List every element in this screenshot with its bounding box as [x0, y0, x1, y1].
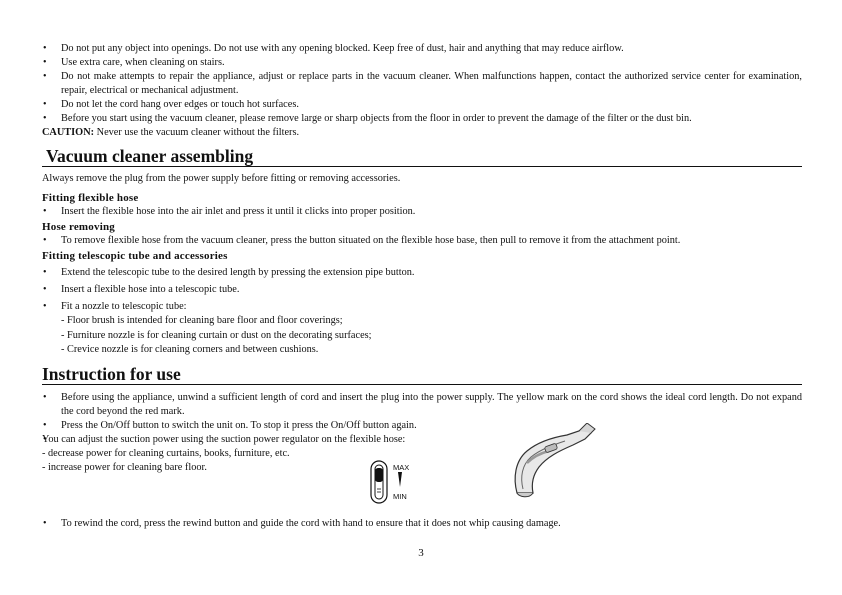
telescopic-list [42, 266, 802, 314]
list-item: • To remove flexible hose from the vacuum cleaner, press the button situated on the flexible hose base, then pull to remove it from the attachment point. [42, 234, 802, 248]
suction-regulator-diagram [369, 459, 429, 507]
list-item: • Insert a flexible hose into a telescopic tube. [42, 283, 802, 297]
suction-text [42, 433, 502, 475]
list-item: • Do not let the cord hang over edges or touch hot surfaces. [42, 98, 802, 112]
page-number: 3 [418, 547, 424, 559]
caution-note [42, 126, 802, 140]
list-item: • Do not make attempts to repair the appliance, adjust or replace parts in the vacuum cleaner. When malfunctions happen, contact the authorized service center for examination, repair, electrical or mechanical adjustment. [42, 70, 802, 98]
safety-bullet-list [42, 42, 802, 126]
list-item: • To rewind the cord, press the rewind button and guide the cord with hand to ensure that it does not whip causing damage. [42, 517, 802, 531]
list-item: • Do not put any object into openings. Do not use with any opening blocked. Keep free of dust, hair and anything that may reduce airflow. [42, 42, 802, 56]
list-item: • Extend the telescopic tube to the desired length by pressing the extension pipe button. [42, 266, 802, 280]
fitting-hose-list [42, 205, 802, 219]
manual-page [42, 42, 802, 531]
list-item: • Press the On/Off button to switch the unit on. To stop it press the On/Off button again. [42, 419, 802, 433]
regulator-max-label: MAX [393, 462, 410, 472]
subheading-telescopic: Fitting telescopic tube and accessories [42, 250, 228, 262]
list-item: • Insert the flexible hose into the air inlet and press it until it clicks into proper position. [42, 205, 802, 219]
list-item: • Before using the appliance, unwind a sufficient length of cord and insert the plug into the power supply. The yellow mark on the cord shows the ideal cord length. Do not expand the cord beyond the red mark. [42, 391, 802, 419]
caution-label: CAUTION: [42, 127, 95, 138]
hose-removing-list [42, 234, 802, 248]
list-item-suction [42, 433, 802, 517]
hose-handle-illustration [507, 423, 607, 501]
suction-instruction: • You can adjust the suction power using the suction power regulator on the flexible hose: [42, 433, 406, 445]
arrow-down-icon [398, 472, 402, 487]
section-title-assembling: Vacuum cleaner assembling [42, 146, 802, 167]
nozzle-sublist [42, 314, 802, 358]
section-title-instruction: Instruction for use [42, 364, 802, 385]
regulator-min-label: MIN [393, 491, 407, 501]
sub-item: - Floor brush is intended for cleaning bare floor and floor coverings; [61, 315, 343, 326]
subheading-hose-removing: Hose removing [42, 221, 115, 233]
sub-item: - increase power for cleaning bare floor. [42, 461, 207, 473]
list-item: • Use extra care, when cleaning on stairs. [42, 56, 802, 70]
caution-text: Never use the vacuum cleaner without the filters. [94, 127, 300, 138]
sub-item: - Furniture nozzle is for cleaning curtain or dust on the decorating surfaces; [61, 329, 372, 341]
sub-item: - decrease power for cleaning curtains, books, furniture, etc. [42, 447, 290, 459]
instruction-list [42, 391, 802, 531]
subheading-fitting-hose: Fitting flexible hose [42, 192, 139, 204]
sub-item: - Crevice nozzle is for cleaning corners and between cushions. [61, 344, 319, 355]
list-item: • Fit a nozzle to telescopic tube: [42, 300, 802, 314]
list-item: • Before you start using the vacuum cleaner, please remove large or sharp objects from the floor in order to prevent the damage of the filter or the dust bin. [42, 112, 802, 126]
assembling-intro: Always remove the plug from the power supply before fitting or removing accessories. [42, 173, 401, 184]
